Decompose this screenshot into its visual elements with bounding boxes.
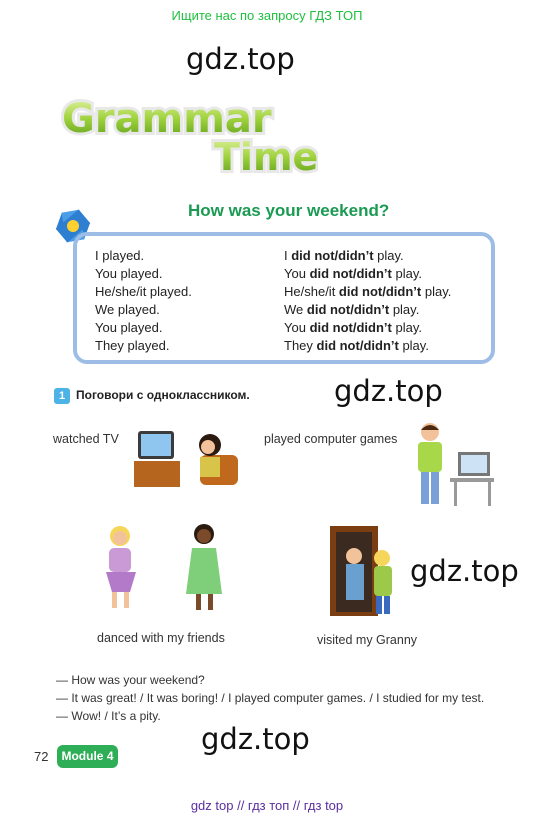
affirmative-column bbox=[95, 247, 192, 356]
caption-computer-games: played computer games bbox=[264, 432, 398, 446]
negative-row: They did not/didn’t play. bbox=[284, 338, 429, 354]
grammar-time-logo bbox=[58, 92, 318, 182]
watermark: gdz.top bbox=[334, 374, 443, 408]
boy-computer-illustration bbox=[408, 418, 496, 510]
negative-row: You did not/didn’t play. bbox=[284, 266, 422, 282]
negative-row: He/she/it did not/didn’t play. bbox=[284, 284, 452, 300]
module-badge: Module 4 bbox=[57, 745, 118, 768]
task-instruction: Поговори с одноклассником. bbox=[76, 388, 250, 402]
girl-watching-tv-illustration bbox=[130, 425, 242, 491]
caption-danced: danced with my friends bbox=[97, 631, 225, 645]
task-number-badge: 1 bbox=[54, 388, 70, 404]
girls-dancing-illustration bbox=[92, 522, 252, 616]
caption-watched-tv: watched TV bbox=[53, 432, 119, 446]
negative-column bbox=[284, 247, 451, 356]
caption-visited-granny: visited my Granny bbox=[317, 633, 418, 647]
watermark: gdz.top bbox=[186, 42, 295, 76]
header-note: Ищите нас по запросу ГДЗ ТОП bbox=[171, 8, 363, 23]
dialog-line: — How was your weekend? bbox=[56, 673, 205, 687]
page-number: 72 bbox=[34, 749, 49, 764]
logo-word-grammar: Grammar bbox=[62, 96, 272, 142]
affirmative-row: He/she/it played. bbox=[95, 284, 192, 300]
affirmative-row: You played. bbox=[95, 266, 163, 282]
visiting-granny-illustration bbox=[322, 522, 406, 622]
negative-row: We did not/didn’t play. bbox=[284, 302, 420, 318]
affirmative-row: We played. bbox=[95, 302, 160, 318]
affirmative-row: You played. bbox=[95, 320, 163, 336]
negative-row: I did not/didn’t play. bbox=[284, 248, 404, 263]
watermark: gdz.top bbox=[410, 554, 519, 588]
dialog-line: — Wow! / It’s a pity. bbox=[56, 709, 161, 723]
watermark: gdz.top bbox=[201, 722, 310, 756]
affirmative-row: I played. bbox=[95, 248, 145, 263]
footer-note: gdz top // гдз топ // гдз top bbox=[190, 798, 344, 813]
affirmative-row: They played. bbox=[95, 338, 170, 354]
logo-word-time: Time bbox=[214, 135, 318, 179]
dialog-line: — It was great! / It was boring! / I played computer games. / I studied for my test. bbox=[56, 691, 485, 705]
section-subtitle: How was your weekend? bbox=[188, 201, 390, 220]
negative-row: You did not/didn’t play. bbox=[284, 320, 422, 336]
